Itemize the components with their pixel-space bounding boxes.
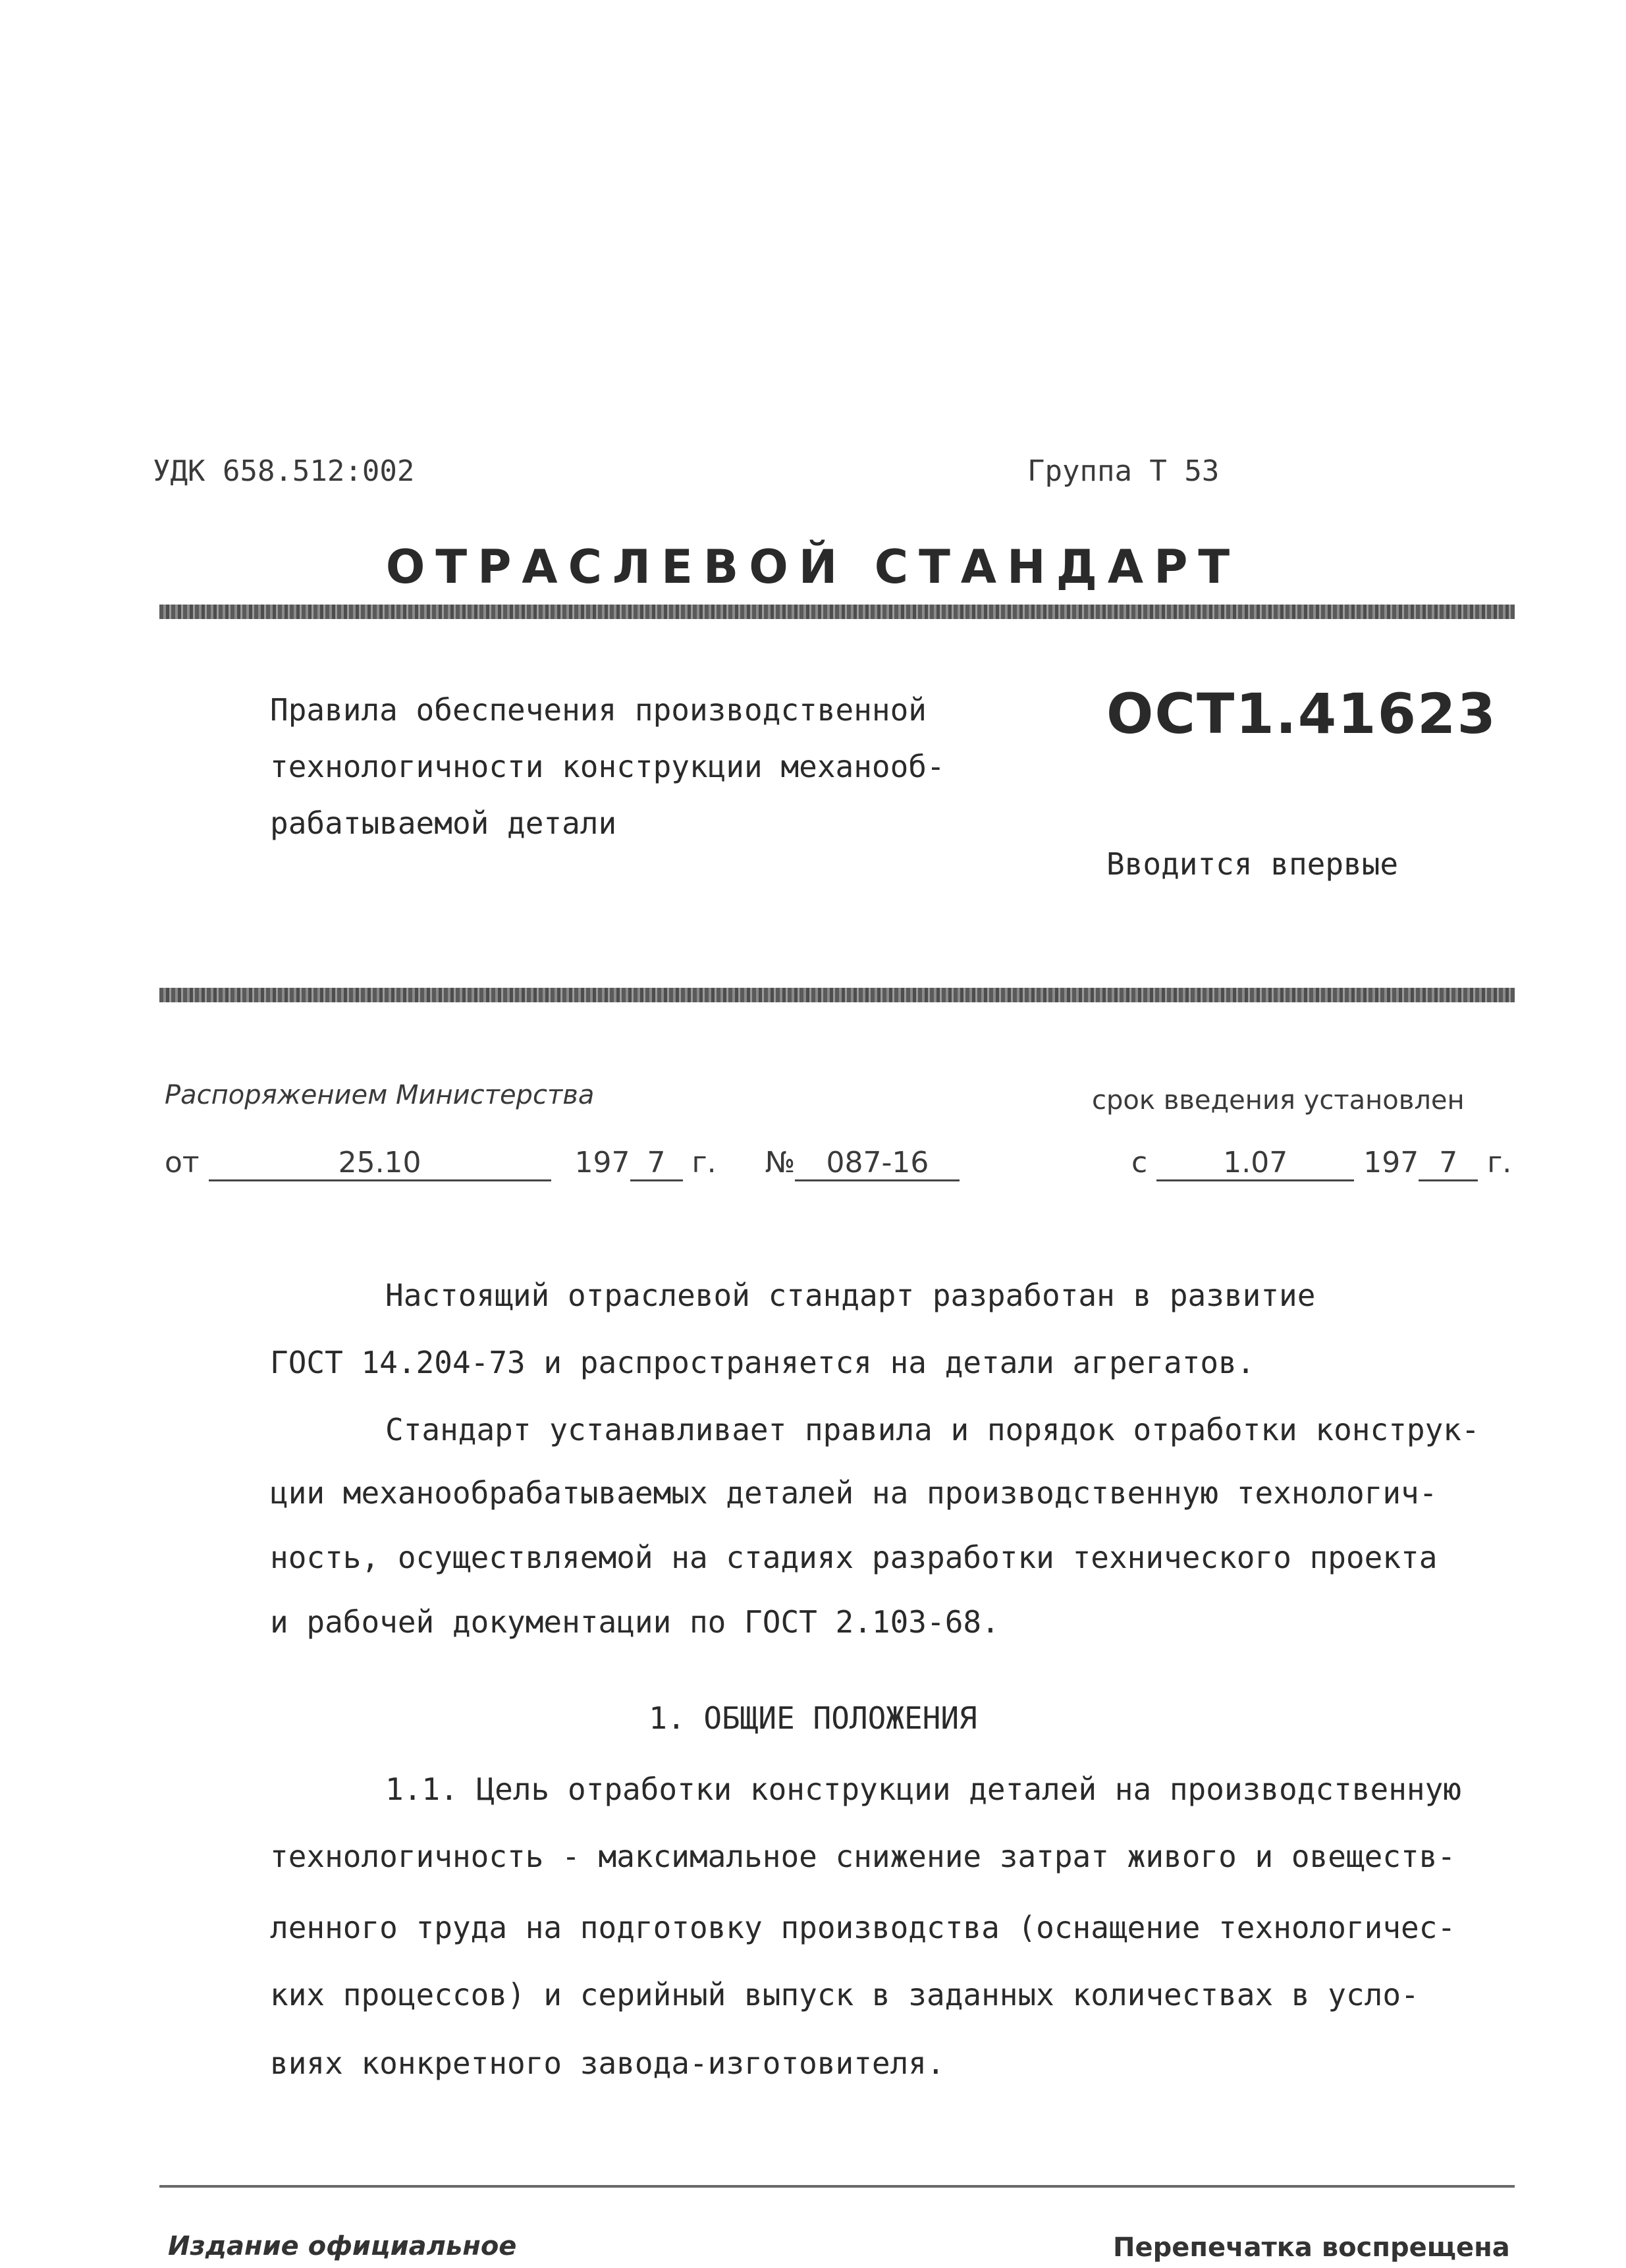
standard-title-line: технологичности конструкции механооб- <box>270 749 945 784</box>
effective-label: срок введения установлен <box>1092 1085 1465 1116</box>
section-heading: 1. ОБЩИЕ ПОЛОЖЕНИЯ <box>649 1700 977 1736</box>
effective-date-row <box>1131 1146 1511 1181</box>
document-type-title: ОТРАСЛЕВОЙ СТАНДАРТ <box>385 540 1241 594</box>
intro-line: ность, осуществляемой на стадиях разработки технического проекта <box>270 1540 1438 1575</box>
order-date: 25.10 <box>209 1146 551 1181</box>
order-year-prefix: 197 <box>574 1146 630 1179</box>
intro-line: Стандарт устанавливает правила и порядок отработки конструк- <box>385 1412 1480 1447</box>
order-year-suffix: 7 <box>630 1146 683 1181</box>
group-code: Группа Т 53 <box>1027 454 1220 488</box>
section-line: ленного труда на подготовку производства (оснащение технологичес- <box>270 1910 1456 1945</box>
edition-note: Издание официальное <box>168 2231 517 2261</box>
effective-date: 1.07 <box>1156 1146 1354 1181</box>
order-from-prefix: от <box>165 1146 200 1179</box>
intro-line: Настоящий отраслевой стандарт разработан в развитие <box>385 1278 1316 1313</box>
section-line: виях конкретного завода-изготовителя. <box>270 2045 945 2081</box>
section-line: ких процессов) и серийный выпуск в заданных количествах в усло- <box>270 1977 1419 2012</box>
standard-title-line: рабатываемой детали <box>270 805 617 841</box>
divider-top <box>159 605 1515 619</box>
order-label: Распоряжением Министерства <box>165 1080 595 1110</box>
order-number: 087-16 <box>795 1146 960 1181</box>
standard-title <box>270 682 1027 851</box>
effective-year-prefix: 197 <box>1363 1146 1419 1179</box>
divider-middle <box>159 988 1515 1002</box>
standard-title-line: Правила обеспечения производственной <box>270 692 927 728</box>
divider-bottom <box>159 2185 1515 2188</box>
standard-code: ОСТ1.41623 <box>1106 682 1497 746</box>
order-year-unit: г. <box>691 1146 717 1179</box>
section-line: 1.1. Цель отработки конструкции деталей на производственную <box>385 1771 1461 1807</box>
reprint-note: Перепечатка воспрещена <box>1113 2232 1510 2263</box>
effective-year-suffix: 7 <box>1419 1146 1478 1181</box>
effective-year-unit: г. <box>1487 1146 1512 1179</box>
order-number-prefix: № <box>765 1146 796 1179</box>
intro-line: и рабочей документации по ГОСТ 2.103-68. <box>270 1604 1000 1640</box>
udk-code: УДК 658.512:002 <box>153 454 415 488</box>
introduced-note: Вводится впервые <box>1106 846 1399 882</box>
intro-line: ГОСТ 14.204-73 и распространяется на детали агрегатов. <box>270 1345 1255 1380</box>
intro-line: ции механообрабатываемых деталей на производственную технологич- <box>270 1475 1438 1511</box>
effective-from-prefix: с <box>1131 1146 1148 1179</box>
section-line: технологичность - максимальное снижение затрат живого и овеществ- <box>270 1839 1456 1874</box>
order-date-row <box>165 1146 960 1181</box>
